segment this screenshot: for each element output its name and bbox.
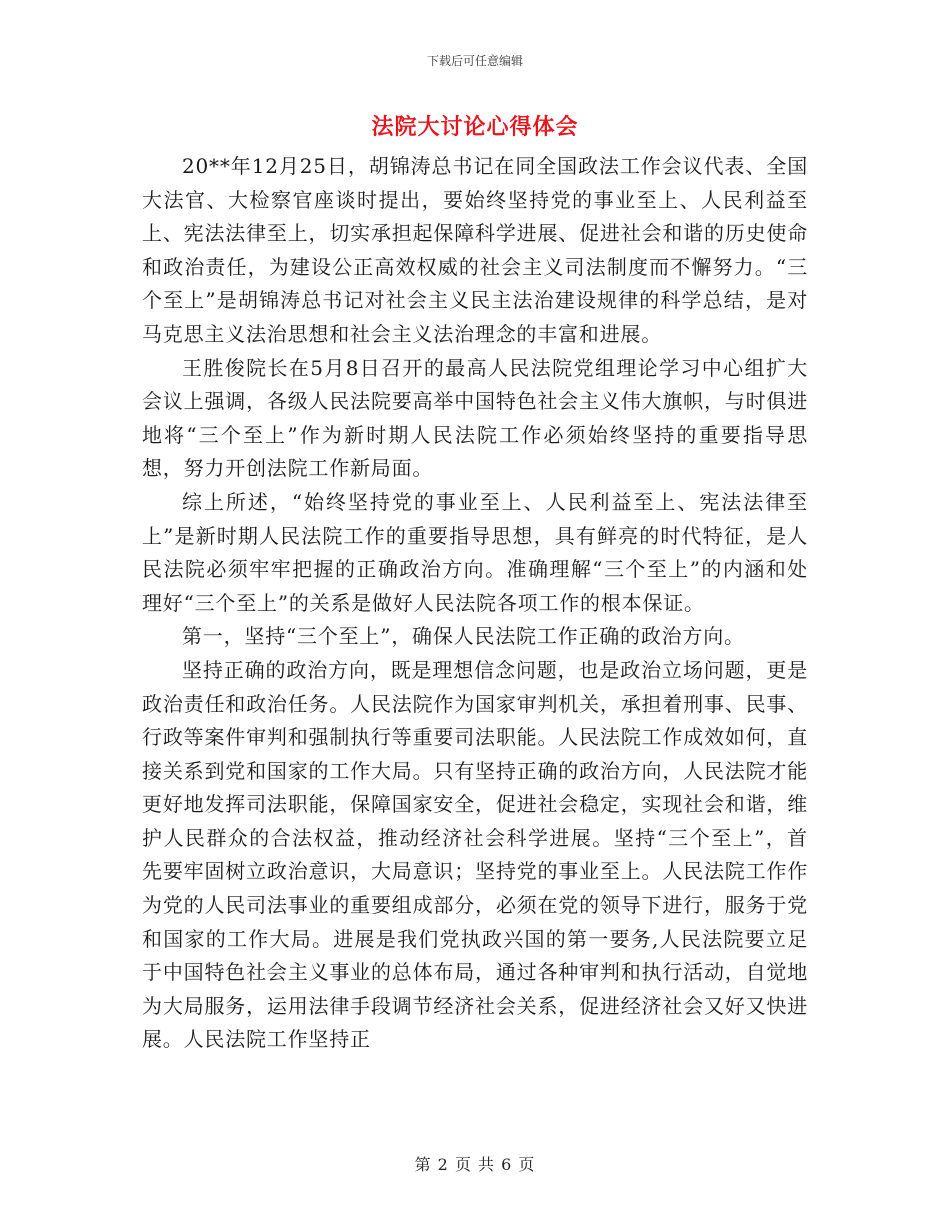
document-body <box>142 150 808 1057</box>
paragraph-4: 坚持正确的政治方向，既是理想信念问题，也是政治立场问题，更是政治责任和政治任务。人民法院作为国家审判机关，承担着刑事、民事、行政等案件审判和强制执行等重要司法职能。人民法院工作成效如何，直接关系到党和国家的工作大局。只有坚持正确的政治方向，人民法院才能更好地发挥司法职能，保障国家安全，促进社会稳定，实现社会和谐，维护人民群众的合法权益，推动经济社会科学进展。坚持“三个至上”，首先要牢固树立政治意识，大局意识；坚持党的事业至上。人民法院工作作为党的人民司法事业的重要组成部分，必须在党的领导下进行，服务于党和国家的工作大局。进展是我们党执政兴国的第一要务,人民法院要立足于中国特色社会主义事业的总体布局，通过各种审判和执行活动，自觉地为大局服务，运用法律手段调节经济社会关系，促进经济社会又好又快进展。人民法院工作坚持正 <box>142 657 808 1052</box>
page-header-note: 下载后可任意编辑 <box>426 54 523 68</box>
page-number: 第 2 页 共 6 页 <box>414 1155 536 1174</box>
paragraph-2: 王胜俊院长在5月8日召开的最高人民法院党组理论学习中心组扩大会议上强调，各级人民法院要高举中国特色社会主义伟大旗帜，与时俱进地将“三个至上”作为新时期人民法院工作必须始终坚持的重要指导思想，努力开创法院工作新局面。 <box>142 355 808 481</box>
paragraph-3: 综上所述，“始终坚持党的事业至上、人民利益至上、宪法法律至上”是新时期人民法院工作的重要指导思想，具有鲜亮的时代特征，是人民法院必须牢牢把握的正确政治方向。准确理解“三个至上”的内涵和处理好“三个至上”的关系是做好人民法院各项工作的根本保证。 <box>142 489 808 615</box>
paragraph-1: 20**年12月25日，胡锦涛总书记在同全国政法工作会议代表、全国大法官、大检察官座谈时提出，要始终坚持党的事业至上、人民利益至上、宪法法律至上，切实承担起保障科学进展、促进社会和谐的历史使命和政治责任，为建设公正高效权威的社会主义司法制度而不懈努力。“三个至上”是胡锦涛总书记对社会主义民主法治建设规律的科学总结，是对马克思主义法治思想和社会主义法治理念的丰富和进展。 <box>142 154 808 346</box>
document-title: 法院大讨论心得体会 <box>371 114 579 140</box>
section-heading-1: 第一，坚持“三个至上”，确保人民法院工作正确的政治方向。 <box>182 624 745 649</box>
